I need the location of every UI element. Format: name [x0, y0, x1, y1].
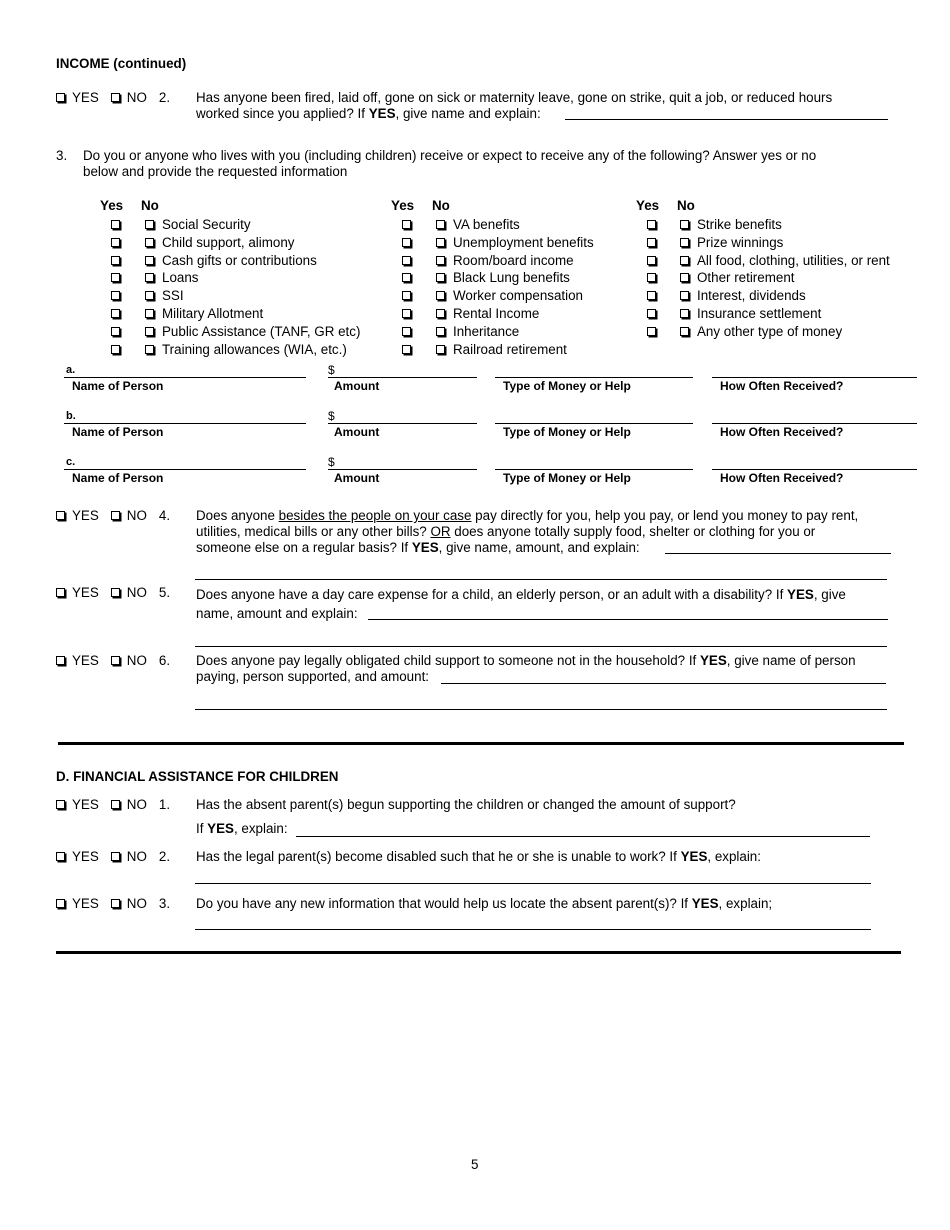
- section-divider: [58, 742, 904, 745]
- income-col3-no-checkbox[interactable]: [680, 273, 689, 282]
- income-col2-item-label: Worker compensation: [453, 288, 583, 304]
- q2-number: 2.: [158, 90, 171, 105]
- q4-yes-no: YES NO 4.: [56, 508, 170, 523]
- q3-number: 3.: [56, 148, 68, 163]
- income-col3-no-checkbox[interactable]: [680, 309, 689, 318]
- name-of-person-label: Name of Person: [72, 379, 164, 393]
- person-name-line[interactable]: [64, 423, 306, 424]
- income-col1-yes-checkbox[interactable]: [111, 327, 120, 336]
- income-col1-item: [145, 288, 184, 303]
- person-name-line[interactable]: [64, 377, 306, 378]
- q6-no-checkbox[interactable]: [111, 656, 120, 665]
- q4-yes-checkbox[interactable]: [56, 511, 65, 520]
- page-number: 5: [471, 1157, 479, 1172]
- income-col2-item: [436, 253, 574, 268]
- income-col1-yes-checkbox[interactable]: [111, 238, 120, 247]
- d-q3-text: Do you have any new information that would help us locate the absent parent(s)? If YES, explain;: [196, 896, 773, 911]
- income-col2-yes-checkbox[interactable]: [402, 256, 411, 265]
- q4-text: Does anyone besides the people on your case pay directly for you, help you pay, or lend you money to pay rent, utilities, medical bills or any other bills? OR does anyone totally supply food, shelter or clothing for you or someone else on a regular basis? If YES, give name, amount, and explain:: [196, 508, 859, 555]
- col1-no-header: No: [141, 198, 159, 213]
- income-col2-item-label: VA benefits: [453, 217, 520, 232]
- d-q3-no-checkbox[interactable]: [111, 899, 120, 908]
- income-col2-no-checkbox[interactable]: [436, 238, 445, 247]
- income-col3-item-label: Interest, dividends: [697, 288, 806, 304]
- income-col3-yes-checkbox[interactable]: [647, 291, 656, 300]
- amount-label: Amount: [334, 425, 380, 439]
- income-col1-no-checkbox[interactable]: [145, 291, 154, 300]
- income-col2-yes-checkbox[interactable]: [402, 309, 411, 318]
- income-col1-no-checkbox[interactable]: [145, 273, 154, 282]
- q5-yes-no: YES NO 5.: [56, 585, 170, 600]
- bottom-divider: [56, 951, 901, 954]
- income-col1-yes-checkbox[interactable]: [111, 256, 120, 265]
- income-col3-item-label: Any other type of money: [697, 323, 843, 339]
- amount-label: Amount: [334, 471, 380, 485]
- income-col3-no-checkbox[interactable]: [680, 238, 689, 247]
- income-col1-no-checkbox[interactable]: [145, 220, 154, 229]
- often-line[interactable]: [712, 423, 917, 424]
- income-col2-item-label: Room/board income: [453, 252, 574, 268]
- income-col1-item-label: SSI: [162, 288, 184, 304]
- amount-line[interactable]: [328, 423, 477, 424]
- income-col2-no-checkbox[interactable]: [436, 327, 445, 336]
- income-col1-item: [145, 217, 251, 232]
- d-q3-yes-checkbox[interactable]: [56, 899, 65, 908]
- q2-answer-line[interactable]: [565, 119, 888, 120]
- income-col3-item: [680, 270, 795, 285]
- income-col2-yes-checkbox[interactable]: [402, 345, 411, 354]
- income-col1-item-label: Military Allotment: [162, 306, 264, 321]
- income-col3-no-checkbox[interactable]: [680, 291, 689, 300]
- income-col2-yes-checkbox[interactable]: [402, 327, 411, 336]
- income-col1-no-checkbox[interactable]: [145, 327, 154, 336]
- d-q1-yes-no: YES NO 1.: [56, 797, 170, 812]
- income-col2-item-label: Black Lung benefits: [453, 270, 570, 286]
- q2-no-checkbox[interactable]: [111, 93, 120, 102]
- q6-yes-checkbox[interactable]: [56, 656, 65, 665]
- income-col2-no-checkbox[interactable]: [436, 220, 445, 229]
- amount-label: Amount: [334, 379, 380, 393]
- d-q2-text: Has the legal parent(s) become disabled such that he or she is unable to work? If YES, explain:: [196, 849, 761, 864]
- name-of-person-label: Name of Person: [72, 425, 164, 439]
- income-col3-yes-checkbox[interactable]: [647, 327, 656, 336]
- d-q1-no-checkbox[interactable]: [111, 800, 120, 809]
- income-col3-item-label: Strike benefits: [697, 217, 782, 232]
- amount-line[interactable]: [328, 377, 477, 378]
- income-col3-yes-checkbox[interactable]: [647, 309, 656, 318]
- type-of-money-label: Type of Money or Help: [503, 379, 631, 393]
- income-col1-item: [145, 342, 347, 357]
- income-col1-item-label: Loans: [162, 270, 199, 286]
- income-col2-item: [436, 306, 539, 321]
- often-line[interactable]: [712, 377, 917, 378]
- d-q1-answer-line[interactable]: [296, 836, 870, 837]
- type-line[interactable]: [495, 423, 693, 424]
- type-of-money-label: Type of Money or Help: [503, 471, 631, 485]
- income-col1-no-checkbox[interactable]: [145, 309, 154, 318]
- income-col2-item-label: Railroad retirement: [453, 341, 567, 357]
- income-col3-yes-checkbox[interactable]: [647, 220, 656, 229]
- d-q2-no-checkbox[interactable]: [111, 852, 120, 861]
- income-col2-item: [436, 288, 583, 303]
- d-q1-text: Has the absent parent(s) begun supporting the children or changed the amount of support? If YES, explain:: [196, 797, 736, 836]
- income-col3-item: [680, 306, 821, 321]
- income-col1-yes-checkbox[interactable]: [111, 291, 120, 300]
- income-col2-yes-checkbox[interactable]: [402, 220, 411, 229]
- d-q3-yes-no: YES NO 3.: [56, 896, 170, 911]
- q2-yes-no: YES NO 2.: [56, 90, 170, 105]
- income-col1-yes-checkbox[interactable]: [111, 220, 120, 229]
- income-col3-item-label: All food, clothing, utilities, or rent: [697, 252, 890, 268]
- col2-no-header: No: [432, 198, 450, 213]
- d-q2-answer-line[interactable]: [195, 883, 871, 884]
- q6-text: Does anyone pay legally obligated child support to someone not in the household? If YES, give name of person paying, person supported, and amount:: [196, 653, 856, 684]
- q5-yes-checkbox[interactable]: [56, 588, 65, 597]
- q3-text: Do you or anyone who lives with you (including children) receive or expect to receive any of the following? Answer yes or no below and provide the requested information: [83, 148, 817, 179]
- person-row-letter: c.: [66, 456, 76, 468]
- income-col2-no-checkbox[interactable]: [436, 345, 445, 354]
- amount-line[interactable]: [328, 469, 477, 470]
- income-col1-item-label: Public Assistance (TANF, GR etc): [162, 323, 361, 339]
- income-col3-item: [680, 217, 782, 232]
- income-col1-item-label: Child support, alimony: [162, 234, 295, 250]
- income-col2-yes-checkbox[interactable]: [402, 273, 411, 282]
- q5-answer-line-1[interactable]: [368, 619, 888, 620]
- income-col1-item: [145, 324, 360, 339]
- col3-yes-header: Yes: [636, 198, 660, 213]
- person-name-line[interactable]: [64, 469, 306, 470]
- q4-no-checkbox[interactable]: [111, 511, 120, 520]
- income-col1-item-label: Social Security: [162, 217, 251, 232]
- q6-answer-line-2[interactable]: [195, 709, 887, 710]
- d-q2-yes-no: YES NO 2.: [56, 849, 170, 864]
- how-often-label: How Often Received?: [720, 425, 844, 439]
- income-col1-item: [145, 306, 263, 321]
- income-col2-item-label: Unemployment benefits: [453, 234, 594, 250]
- income-col1-item: [145, 270, 198, 285]
- income-col3-item-label: Prize winnings: [697, 234, 784, 250]
- income-col2-no-checkbox[interactable]: [436, 273, 445, 282]
- income-col2-no-checkbox[interactable]: [436, 309, 445, 318]
- income-col1-yes-checkbox[interactable]: [111, 345, 120, 354]
- q5-answer-line-2[interactable]: [195, 646, 887, 647]
- q6-yes-no: YES NO 6.: [56, 653, 170, 668]
- d-q2-yes-checkbox[interactable]: [56, 852, 65, 861]
- income-col1-item: [145, 253, 317, 268]
- income-col3-item: [680, 324, 842, 339]
- income-col3-no-checkbox[interactable]: [680, 256, 689, 265]
- income-col1-yes-checkbox[interactable]: [111, 273, 120, 282]
- income-col2-no-checkbox[interactable]: [436, 291, 445, 300]
- person-row-letter: b.: [66, 410, 76, 422]
- how-often-label: How Often Received?: [720, 379, 844, 393]
- d-q3-answer-line[interactable]: [195, 929, 871, 930]
- d-q1-yes-checkbox[interactable]: [56, 800, 65, 809]
- income-col2-item: [436, 324, 519, 339]
- q2-text: Has anyone been fired, laid off, gone on sick or maternity leave, gone on strike, quit a job, or reduced hours worked since you applied? If YES, give name and explain:: [196, 90, 833, 121]
- income-col2-yes-checkbox[interactable]: [402, 238, 411, 247]
- income-col1-item-label: Cash gifts or contributions: [162, 252, 317, 268]
- income-col3-yes-checkbox[interactable]: [647, 238, 656, 247]
- income-col2-item: [436, 235, 594, 250]
- dollar-sign: $: [328, 409, 335, 423]
- income-col2-item: [436, 270, 570, 285]
- section-d-title: D. FINANCIAL ASSISTANCE FOR CHILDREN: [56, 769, 339, 784]
- q2-yes-checkbox[interactable]: [56, 93, 65, 102]
- income-col1-item: [145, 235, 294, 250]
- dollar-sign: $: [328, 363, 335, 377]
- income-col3-item-label: Insurance settlement: [697, 306, 822, 321]
- income-col3-no-checkbox[interactable]: [680, 220, 689, 229]
- income-col1-no-checkbox[interactable]: [145, 345, 154, 354]
- how-often-label: How Often Received?: [720, 471, 844, 485]
- q4-answer-line-2[interactable]: [195, 579, 887, 580]
- income-col3-item-label: Other retirement: [697, 270, 795, 286]
- income-col3-yes-checkbox[interactable]: [647, 256, 656, 265]
- income-col2-item: [436, 342, 567, 357]
- q5-text: Does anyone have a day care expense for a child, an elderly person, or an adult with a disability? If YES, give name, amount and explain:: [196, 587, 846, 621]
- income-col2-no-checkbox[interactable]: [436, 256, 445, 265]
- income-col1-no-checkbox[interactable]: [145, 256, 154, 265]
- income-col3-no-checkbox[interactable]: [680, 327, 689, 336]
- income-col2-item-label: Inheritance: [453, 323, 520, 339]
- type-line[interactable]: [495, 469, 693, 470]
- section-title: INCOME (continued): [56, 56, 187, 71]
- income-col1-item-label: Training allowances (WIA, etc.): [162, 341, 347, 357]
- income-col3-yes-checkbox[interactable]: [647, 273, 656, 282]
- col1-yes-header: Yes: [100, 198, 124, 213]
- dollar-sign: $: [328, 455, 335, 469]
- q4-answer-line-1[interactable]: [665, 553, 891, 554]
- often-line[interactable]: [712, 469, 917, 470]
- income-col1-no-checkbox[interactable]: [145, 238, 154, 247]
- income-col2-item: [436, 217, 520, 232]
- person-row-letter: a.: [66, 364, 76, 376]
- col3-no-header: No: [677, 198, 695, 213]
- type-of-money-label: Type of Money or Help: [503, 425, 631, 439]
- income-col3-item: [680, 288, 806, 303]
- income-col3-item: [680, 235, 783, 250]
- q6-answer-line-1[interactable]: [441, 683, 886, 684]
- type-line[interactable]: [495, 377, 693, 378]
- income-col2-item-label: Rental Income: [453, 306, 540, 321]
- income-col1-yes-checkbox[interactable]: [111, 309, 120, 318]
- income-col2-yes-checkbox[interactable]: [402, 291, 411, 300]
- col2-yes-header: Yes: [391, 198, 415, 213]
- income-col3-item: [680, 253, 890, 268]
- name-of-person-label: Name of Person: [72, 471, 164, 485]
- q5-no-checkbox[interactable]: [111, 588, 120, 597]
